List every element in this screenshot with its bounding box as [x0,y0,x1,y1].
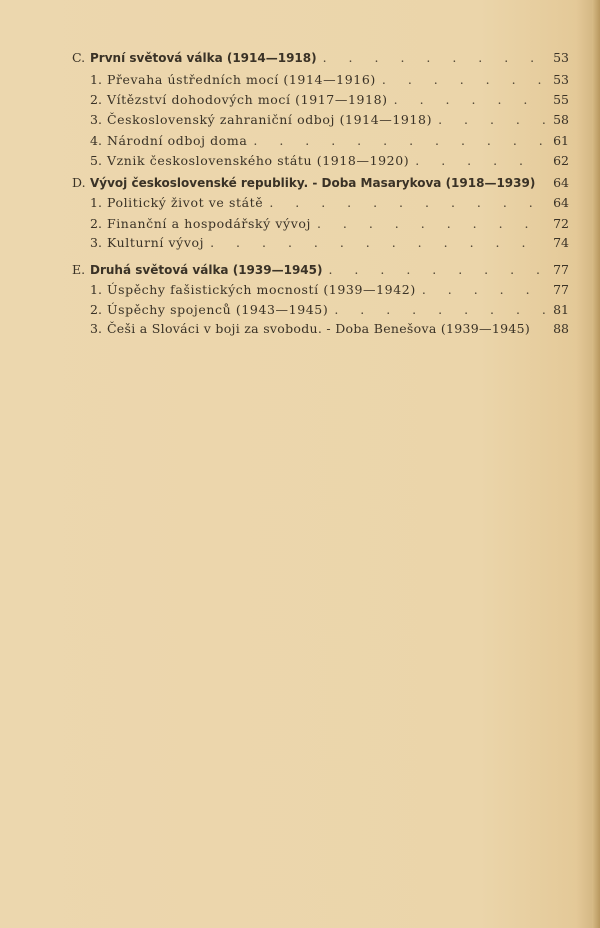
entry-title: Vítězství dohodových mocí (1917—1918) [106,92,388,107]
entry-title: Politický život ve státě [106,195,264,210]
toc-entry [90,195,569,213]
section-title: První světová válka (1914—1918) [90,51,317,65]
entry-number: 1. [90,72,102,87]
toc-entry [90,282,569,300]
page-number: 77 [553,262,569,277]
dot-leader [382,72,545,87]
entry-title: Češi a Slováci v boji za svobodu. - Doba Benešova (1939—1945) [106,321,531,336]
entry-number: 1. [90,195,102,210]
toc-entry [90,302,569,320]
toc-section-d [72,175,569,193]
page-edge [592,0,600,928]
entry-title: Československý zahraniční odboj (1914—1918) [106,112,433,127]
toc-entry [90,321,569,339]
section-letter: E. [72,262,86,277]
entry-number: 1. [90,282,102,297]
toc-entry [90,112,569,130]
entry-number: 5. [90,153,102,168]
dot-leader [253,133,545,148]
dot-leader [210,235,545,250]
page-number: 81 [553,302,569,317]
toc-entry [90,92,569,110]
page-number: 77 [553,282,569,297]
entry-title: Úspěchy spojenců (1943—1945) [106,302,329,317]
page-number: 61 [553,133,569,148]
entry-title: Finanční a hospodářský vývoj [106,216,311,231]
entry-number: 4. [90,133,102,148]
section-title: Druhá světová válka (1939—1945) [90,263,323,277]
dot-leader [422,282,545,297]
page-number: 88 [553,321,569,336]
toc-entry [90,72,569,90]
dot-leader [328,262,545,277]
page-number: 72 [553,216,569,231]
dot-leader [317,216,545,231]
dot-leader [323,50,545,65]
page-number: 53 [553,72,569,87]
entry-title: Národní odboj doma [106,133,248,148]
entry-number: 3. [90,235,102,250]
dot-leader [334,302,545,317]
entry-number: 2. [90,302,102,317]
page-number: 55 [553,92,569,107]
section-title: Vývoj československé republiky. - Doba Masarykova (1918—1939) [90,176,536,190]
page-number: 58 [553,112,569,127]
page-number: 53 [553,50,569,65]
dot-leader [415,153,545,168]
dot-leader [269,195,545,210]
dot-leader [438,112,545,127]
entry-title: Vznik československého státu (1918—1920) [106,153,410,168]
page-number: 64 [553,175,569,190]
entry-number: 2. [90,92,102,107]
entry-number: 2. [90,216,102,231]
entry-number: 3. [90,112,102,127]
section-letter: C. [72,50,86,65]
section-letter: D. [72,175,86,190]
page-number: 62 [553,153,569,168]
entry-title: Kulturní vývoj [106,235,205,250]
toc-entry [90,235,569,253]
page-number: 74 [553,235,569,250]
toc-entry [90,153,569,171]
entry-title: Převaha ústředních mocí (1914—1916) [106,72,376,87]
entry-number: 3. [90,321,102,336]
page-number: 64 [553,195,569,210]
toc-entry [90,216,569,234]
entry-title: Úspěchy fašistických mocností (1939—1942) [106,282,416,297]
toc-section-c [72,50,569,68]
toc-section-e [72,262,569,280]
dot-leader [394,92,545,107]
toc-entry [90,133,569,151]
